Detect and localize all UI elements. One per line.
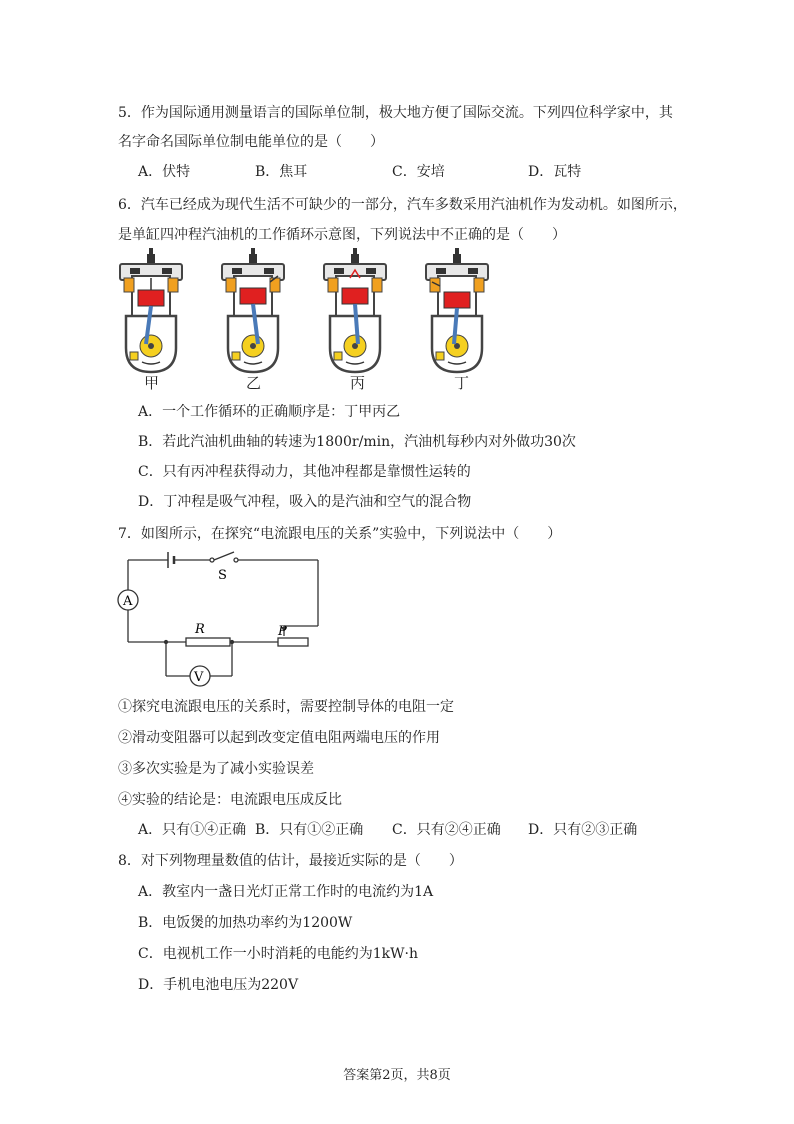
switch-label: S [218, 568, 227, 583]
q8-option-d: D．手机电池电压为220V [138, 977, 299, 993]
engine-label-ding: 丁 [454, 374, 470, 392]
engine-bing [324, 248, 386, 372]
q7-statement-3: ③多次实验是为了减小实验误差 [118, 761, 314, 777]
q6-option-b: B．若此汽油机曲轴的转速为1800r/min，汽油机每秒内对外做功30次 [138, 434, 576, 450]
engine-ding [426, 248, 488, 372]
q6-option-c: C．只有丙冲程获得动力，其他冲程都是靠惯性运转的 [138, 464, 471, 480]
q7-statement-2: ②滑动变阻器可以起到改变定值电阻两端电压的作用 [118, 730, 440, 746]
engine-label-jia: 甲 [144, 374, 160, 392]
engine-jia [120, 248, 182, 372]
q5-option-d: D．瓦特 [528, 164, 582, 180]
q7-option-c: C．只有②④正确 [392, 822, 501, 838]
q8-option-c: C．电视机工作一小时消耗的电能约为1kW·h [138, 946, 418, 962]
q5-stem-line2: 名字命名国际单位制电能单位的是（ ） [118, 134, 384, 150]
q5-option-c: C．安培 [392, 164, 445, 180]
q7-statement-1: ①探究电流跟电压的关系时，需要控制导体的电阻一定 [118, 699, 454, 715]
q7-option-b: B．只有①②正确 [255, 822, 364, 838]
q6-stem-line2: 是单缸四冲程汽油机的工作循环示意图，下列说法中不正确的是（ ） [118, 227, 566, 243]
q7-option-d: D．只有②③正确 [528, 822, 638, 838]
voltmeter-symbol: V [194, 670, 204, 685]
q8-option-b: B．电饭煲的加热功率约为1200W [138, 915, 353, 931]
engine-yi [222, 248, 284, 372]
q5-option-b: B．焦耳 [255, 164, 308, 180]
q8-stem: 8．对下列物理量数值的估计，最接近实际的是（ ） [118, 853, 463, 869]
q6-stem-line1: 6．汽车已经成为现代生活不可缺少的一部分，汽车多数采用汽油机作为发动机。如图所示， [118, 197, 687, 213]
circuit-diagram [112, 548, 332, 693]
q7-statement-4: ④实验的结论是：电流跟电压成反比 [118, 792, 342, 808]
page-footer: 答案第2页，共8页 [343, 1068, 451, 1083]
slider-label: P [278, 624, 287, 639]
q7-option-a: A．只有①④正确 [138, 822, 247, 838]
ammeter-symbol: A [123, 594, 133, 609]
q5-option-a: A．伏特 [138, 164, 191, 180]
q8-option-a: A．教室内一盏日光灯正常工作时的电流约为1A [138, 884, 434, 900]
q6-option-a: A．一个工作循环的正确顺序是：丁甲丙乙 [138, 404, 401, 420]
engine-diagram [110, 248, 510, 393]
q5-stem-line1: 5．作为国际通用测量语言的国际单位制，极大地方便了国际交流。下列四位科学家中，其 [118, 105, 673, 121]
engine-label-yi: 乙 [246, 374, 262, 392]
resistor-label: R [195, 622, 205, 637]
engine-label-bing: 丙 [350, 374, 366, 392]
q7-stem: 7．如图所示，在探究“电流跟电压的关系”实验中，下列说法中（ ） [118, 526, 562, 542]
q6-option-d: D．丁冲程是吸气冲程，吸入的是汽油和空气的混合物 [138, 494, 472, 510]
